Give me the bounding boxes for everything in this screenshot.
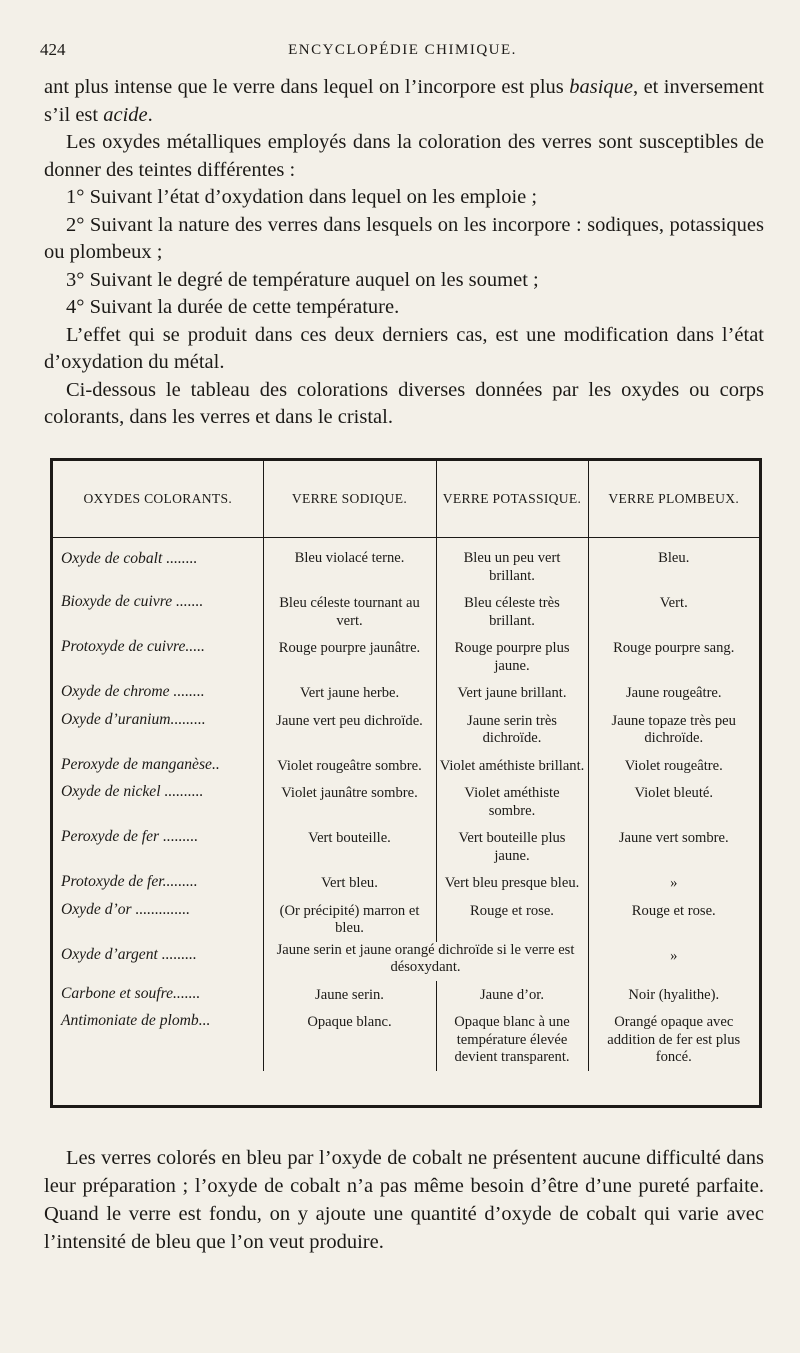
potassique-cell: Rouge et rose. bbox=[436, 897, 588, 942]
intro-line-1: ant plus intense que le verre dans lequel on l’incorpore est plus basique, et inversement s’il est acide. bbox=[44, 76, 765, 126]
closing-text: Les verres colorés en bleu par l’oxyde de cobalt ne présentent aucune difficulté dans leur préparation ; l’oxyde de cobalt n’a pas même besoin d’être d’une pureté parfaite. Quand le verre est fondu, on y ajoute une quantité d’oxyde de cobalt qui varie avec l’intensité de bleu que l’on veut produire. bbox=[44, 1147, 764, 1253]
table-body bbox=[53, 538, 759, 1071]
list-item-1: 1° Suivant l’état d’oxydation dans lequel on les emploie ; bbox=[66, 186, 538, 208]
sodique-cell: Jaune serin. bbox=[263, 981, 436, 1009]
running-title: ENCYCLOPÉDIE CHIMIQUE. bbox=[288, 42, 517, 58]
table-row bbox=[53, 981, 759, 1009]
oxyde-name: Protoxyde de fer......... bbox=[61, 873, 198, 890]
sodique-cell: Opaque blanc. bbox=[263, 1008, 436, 1071]
oxyde-name: Oxyde d’argent ......... bbox=[61, 945, 197, 963]
plombeux-cell: Bleu. bbox=[588, 538, 759, 590]
table-row bbox=[53, 634, 759, 679]
sodique-cell: (Or précipité) marron et bleu. bbox=[263, 897, 436, 942]
table-row-argent bbox=[53, 942, 759, 981]
potassique-cell: Opaque blanc à une température élevée devient transparent. bbox=[436, 1008, 588, 1071]
paragraph-oxydes: Les oxydes métalliques employés dans la coloration des verres sont susceptibles de donner des teintes différentes : bbox=[44, 131, 764, 181]
potassique-cell: Jaune d’or. bbox=[436, 981, 588, 1009]
potassique-cell: Vert bouteille plus jaune. bbox=[436, 824, 588, 869]
sodique-cell: Vert jaune herbe. bbox=[263, 679, 436, 707]
paragraph-tableau: Ci-dessous le tableau des colorations diverses données par les oxydes ou corps colorants, dans les verres et dans le cristal. bbox=[44, 378, 764, 428]
list-item-2: 2° Suivant la nature des verres dans lesquels on les incorpore : sodiques, potassiques ou plombeux ; bbox=[44, 213, 764, 263]
plombeux-cell: Orangé opaque avec addition de fer est plus foncé. bbox=[588, 1008, 759, 1071]
list-item-4: 4° Suivant la durée de cette température. bbox=[66, 296, 400, 318]
sodique-cell: Violet jaunâtre sombre. bbox=[263, 779, 436, 824]
paragraph-effet: L’effet qui se produit dans ces deux derniers cas, est une modification dans l’état d’oxydation du métal. bbox=[44, 323, 764, 373]
page-header bbox=[40, 40, 765, 64]
plombeux-cell: Jaune topaze très peu dichroïde. bbox=[588, 707, 759, 752]
col-header-potassique: VERRE POTASSIQUE. bbox=[436, 461, 588, 538]
potassique-cell: Bleu céleste très brillant. bbox=[436, 589, 588, 634]
plombeux-cell: Rouge pourpre sang. bbox=[588, 634, 759, 679]
oxyde-name: Oxyde d’uranium......... bbox=[61, 710, 206, 728]
potassique-cell: Jaune serin très dichroïde. bbox=[436, 707, 588, 752]
sodique-cell: Vert bleu. bbox=[263, 869, 436, 897]
oxyde-name: Carbone et soufre....... bbox=[61, 984, 201, 1002]
sodique-cell: Bleu violacé terne. bbox=[263, 538, 436, 590]
table-row bbox=[53, 752, 759, 780]
closing-paragraph bbox=[44, 1144, 764, 1256]
table-row bbox=[53, 1008, 759, 1071]
coloration-table-frame bbox=[50, 458, 762, 1108]
table-row bbox=[53, 589, 759, 634]
plombeux-cell: » bbox=[588, 869, 759, 897]
potassique-cell: Bleu un peu vert brillant. bbox=[436, 538, 588, 590]
table-row bbox=[53, 538, 759, 590]
table-header-row bbox=[53, 461, 759, 538]
potassique-cell: Violet améthiste sombre. bbox=[436, 779, 588, 824]
oxyde-name: Oxyde d’or .............. bbox=[61, 900, 191, 918]
oxyde-name: Oxyde de chrome ........ bbox=[61, 683, 205, 700]
plombeux-cell: Jaune vert sombre. bbox=[588, 824, 759, 869]
oxyde-name: Peroxyde de fer ......... bbox=[61, 828, 199, 845]
plombeux-cell: Noir (hyalithe). bbox=[588, 981, 759, 1009]
oxyde-name: Antimoniate de plomb... bbox=[61, 1012, 211, 1029]
table-row bbox=[53, 824, 759, 869]
table-row bbox=[53, 869, 759, 897]
col-header-oxydes: OXYDES COLORANTS. bbox=[53, 461, 263, 538]
potassique-cell: Vert bleu presque bleu. bbox=[436, 869, 588, 897]
argent-merged-cell: Jaune serin et jaune orangé dichroïde si le verre est désoxydant. bbox=[263, 942, 588, 981]
plombeux-cell: Vert. bbox=[588, 589, 759, 634]
coloration-table bbox=[53, 461, 759, 1071]
plombeux-cell: » bbox=[588, 942, 759, 981]
oxyde-name: Oxyde de nickel .......... bbox=[61, 783, 204, 800]
intro-text bbox=[44, 74, 764, 432]
table-row bbox=[53, 779, 759, 824]
table-row bbox=[53, 707, 759, 752]
sodique-cell: Vert bouteille. bbox=[263, 824, 436, 869]
sodique-cell: Bleu céleste tournant au vert. bbox=[263, 589, 436, 634]
sodique-cell: Rouge pourpre jaunâtre. bbox=[263, 634, 436, 679]
sodique-cell: Violet rougeâtre sombre. bbox=[263, 752, 436, 780]
oxyde-name: Bioxyde de cuivre ....... bbox=[61, 593, 204, 610]
col-header-sodique: VERRE SODIQUE. bbox=[263, 461, 436, 538]
table-row bbox=[53, 897, 759, 942]
potassique-cell: Violet améthiste brillant. bbox=[436, 752, 588, 780]
plombeux-cell: Violet rougeâtre. bbox=[588, 752, 759, 780]
potassique-cell: Vert jaune brillant. bbox=[436, 679, 588, 707]
potassique-cell: Rouge pourpre plus jaune. bbox=[436, 634, 588, 679]
col-header-plombeux: VERRE PLOMBEUX. bbox=[588, 461, 759, 538]
page-number: 424 bbox=[40, 40, 66, 59]
oxyde-name: Oxyde de cobalt ........ bbox=[61, 550, 198, 567]
plombeux-cell: Rouge et rose. bbox=[588, 897, 759, 942]
oxyde-name: Protoxyde de cuivre..... bbox=[61, 638, 205, 655]
list-item-3: 3° Suivant le degré de température auquel on les soumet ; bbox=[66, 268, 539, 291]
sodique-cell: Jaune vert peu dichroïde. bbox=[263, 707, 436, 752]
plombeux-cell: Violet bleuté. bbox=[588, 779, 759, 824]
oxyde-name: Peroxyde de manganèse.. bbox=[61, 755, 220, 773]
plombeux-cell: Jaune rougeâtre. bbox=[588, 679, 759, 707]
table-row bbox=[53, 679, 759, 707]
